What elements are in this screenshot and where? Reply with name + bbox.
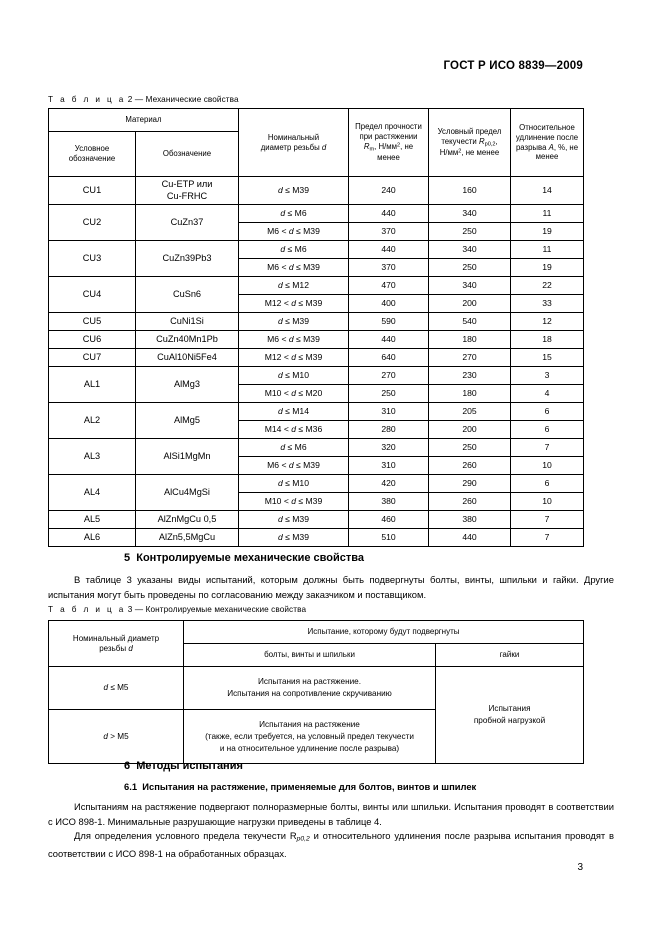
paragraph-6-1-second [48,829,614,862]
table2-cell-designation: AlZn5,5MgCu [136,529,239,547]
table2-cell-diameter: d ≤ M12 [239,277,349,295]
heading-section-6-1-number: 6.1 [124,781,138,792]
table2-cell-code: CU4 [49,277,136,313]
table2-cell-yield-strength: 205 [429,403,511,421]
table2-cell-yield-strength: 340 [429,205,511,223]
table2-cell-diameter: d ≤ M39 [239,313,349,331]
table2-cell-diameter: d ≤ M39 [239,177,349,205]
table2-cell-tensile-strength: 250 [349,385,429,403]
table2-header-nominal-diameter-l2: диаметр резьбы d [260,142,327,152]
table2-cell-diameter: d ≤ M6 [239,205,349,223]
table2-cell-elongation: 6 [511,475,584,493]
table2-caption-word: Т а б л и ц а [48,95,126,104]
table2-cell-designation: CuZn39Pb3 [136,241,239,277]
table2-cell-elongation: 12 [511,313,584,331]
table2-header-designation: Обозначение [136,132,239,177]
table2-cell-code: AL1 [49,367,136,403]
table2-header-elongation: Относительное удлинение после разрыва A, %, не менее [511,109,584,177]
table2-cell-code: CU6 [49,331,136,349]
table2-cell-code: CU3 [49,241,136,277]
table2-row [49,367,584,385]
table2-cell-elongation: 11 [511,241,584,259]
table2-cell-designation: Cu-ETP или Cu-FRHC [136,177,239,205]
table2-cell-elongation: 19 [511,259,584,277]
table3-cell-diameter-1: d ≤ M5 [49,667,184,710]
table2-cell-yield-strength: 340 [429,241,511,259]
table2-cell-diameter: d ≤ M10 [239,367,349,385]
table2-cell-elongation: 7 [511,439,584,457]
table2-cell-tensile-strength: 370 [349,223,429,241]
table2-cell-tensile-strength: 270 [349,367,429,385]
heading-section-6-number: 6 [124,760,131,772]
table2-cell-tensile-strength: 590 [349,313,429,331]
table2-cell-elongation: 6 [511,403,584,421]
table2-cell-diameter: M6 < d ≤ M39 [239,259,349,277]
table2-row [49,403,584,421]
table2-cell-designation: AlSi1MgMn [136,439,239,475]
table2-cell-code: AL2 [49,403,136,439]
heading-section-6-1 [124,781,476,792]
table2-row [49,177,584,205]
table2-cell-diameter: M6 < d ≤ M39 [239,223,349,241]
table2-cell-tensile-strength: 320 [349,439,429,457]
table3-caption-title: — Контролируемые механические свойства [134,605,307,614]
paragraph-6-1-first: Испытаниям на растяжение подвергают полноразмерные болты, винты или шпильки. Испытания проводят в соответствии с ИСО 898-1. Минимальные разрушающие нагрузки приведены в таблице 4. [48,801,614,827]
table2-cell-elongation: 14 [511,177,584,205]
table2-cell-diameter: d ≤ M6 [239,439,349,457]
table2-cell-tensile-strength: 400 [349,295,429,313]
table2-cell-tensile-strength: 470 [349,277,429,295]
table2-cell-diameter: M12 < d ≤ M39 [239,349,349,367]
page-number: 3 [577,862,583,873]
paragraph-6-1-second-after: и относительного удлинения после разрыва испытания проводят в соответствии с ИСО 898-1 на обработанных образцах. [48,830,614,860]
heading-section-5 [124,552,364,564]
heading-section-5-number: 5 [124,552,131,564]
table2-cell-designation: CuNi1Si [136,313,239,331]
table3-header-bolts: болты, винты и шпильки [184,644,436,667]
table2-cell-yield-strength: 440 [429,529,511,547]
table2-row [49,475,584,493]
heading-section-6-1-title: Испытания на растяжение, применяемые для болтов, винтов и шпилек [142,781,477,792]
table3-header-row-1 [49,621,584,644]
table2-mechanical-properties [48,108,584,547]
paragraph-6-1-second-before: Для определения условного предела текучести R [74,830,297,841]
table3-cell-bolts-2: Испытания на растяжение (также, если требуется, на условный предел текучести и на относительное удлинение после разрыва) [184,709,436,764]
table2-cell-diameter: M10 < d ≤ M20 [239,385,349,403]
table2-cell-yield-strength: 230 [429,367,511,385]
table2-cell-diameter: M14 < d ≤ M36 [239,421,349,439]
table2-cell-elongation: 22 [511,277,584,295]
paragraph-6-1-second-subscript: p0,2 [296,835,310,843]
table2-cell-yield-strength: 250 [429,223,511,241]
table2-cell-code: CU2 [49,205,136,241]
table2-cell-yield-strength: 250 [429,259,511,277]
table2-cell-tensile-strength: 440 [349,331,429,349]
table2-row [49,349,584,367]
table2-caption-number: 2 [127,95,133,104]
table2-cell-designation: CuZn40Mn1Pb [136,331,239,349]
table2-cell-tensile-strength: 310 [349,457,429,475]
table3-cell-diameter-2: d > M5 [49,709,184,764]
table2-cell-elongation: 6 [511,421,584,439]
table2-row [49,205,584,223]
table2-cell-yield-strength: 200 [429,295,511,313]
table2-cell-elongation: 11 [511,205,584,223]
table2-cell-diameter: d ≤ M14 [239,403,349,421]
table2-cell-tensile-strength: 460 [349,511,429,529]
table2-cell-yield-strength: 200 [429,421,511,439]
heading-section-6 [124,760,243,772]
table2-header-nominal-diameter-l1: Номинальный [267,132,320,142]
table2-cell-tensile-strength: 370 [349,259,429,277]
table2-row [49,313,584,331]
heading-section-6-title: Методы испытания [136,760,243,772]
table2-cell-yield-strength: 340 [429,277,511,295]
table2-cell-designation: AlMg5 [136,403,239,439]
table2-cell-yield-strength: 180 [429,385,511,403]
heading-section-5-title: Контролируемые механические свойства [136,552,364,564]
table2-cell-elongation: 10 [511,493,584,511]
table2-cell-tensile-strength: 510 [349,529,429,547]
table3-cell-bolts-1: Испытания на растяжение. Испытания на сопротивление скручиванию [184,667,436,710]
table2-caption-title: — Механические свойства [134,95,239,104]
table3-caption-word: Т а б л и ц а [48,605,126,614]
table2-cell-tensile-strength: 310 [349,403,429,421]
table2-cell-tensile-strength: 440 [349,241,429,259]
table2-cell-yield-strength: 380 [429,511,511,529]
table2-cell-designation: CuAl10Ni5Fe4 [136,349,239,367]
table2-cell-diameter: d ≤ M39 [239,529,349,547]
table2-cell-yield-strength: 180 [429,331,511,349]
table2-cell-diameter: d ≤ M6 [239,241,349,259]
table2-cell-code: CU7 [49,349,136,367]
table2-cell-yield-strength: 270 [429,349,511,367]
table3-caption-number: 3 [127,605,133,614]
table2-cell-yield-strength: 250 [429,439,511,457]
paragraph-section-5: В таблице 3 указаны виды испытаний, которым должны быть подвергнуты болты, винты, шпильки и гайки. Другие испытания могут быть проведены по согласованию между заказчиком и поставщиком. [48,574,614,600]
table3-header-test-group: Испытание, которому будут подвергнуты [184,621,584,644]
table2-row [49,331,584,349]
table2-header-nominal-diameter [239,109,349,177]
table2-caption [48,95,239,104]
table2-row [49,277,584,295]
table2-header-material: Материал [49,109,239,132]
table2-cell-yield-strength: 260 [429,457,511,475]
running-head-standard-number: ГОСТ Р ИСО 8839—2009 [443,60,583,72]
table3-row-d-le-m5 [49,667,584,710]
table2-cell-diameter: M6 < d ≤ M39 [239,331,349,349]
table2-row [49,529,584,547]
table2-cell-code: CU1 [49,177,136,205]
table2-cell-elongation: 33 [511,295,584,313]
table2-cell-elongation: 7 [511,529,584,547]
table2-row [49,439,584,457]
table2-cell-designation: AlMg3 [136,367,239,403]
table2-cell-code: AL5 [49,511,136,529]
table2-cell-code: AL4 [49,475,136,511]
table2-cell-elongation: 15 [511,349,584,367]
table2-cell-code: CU5 [49,313,136,331]
table2-cell-tensile-strength: 280 [349,421,429,439]
table2-cell-elongation: 10 [511,457,584,475]
table2-cell-diameter: M12 < d ≤ M39 [239,295,349,313]
table2-cell-tensile-strength: 640 [349,349,429,367]
table2-cell-yield-strength: 160 [429,177,511,205]
table3-header-nominal-diameter: Номинальный диаметр резьбы d [49,621,184,667]
table2-cell-code: AL3 [49,439,136,475]
table2-cell-designation: CuSn6 [136,277,239,313]
table2-cell-elongation: 7 [511,511,584,529]
table2-row [49,511,584,529]
table2-cell-tensile-strength: 380 [349,493,429,511]
table2-row [49,241,584,259]
table2-cell-tensile-strength: 440 [349,205,429,223]
table2-cell-tensile-strength: 240 [349,177,429,205]
table2-cell-elongation: 19 [511,223,584,241]
table2-cell-designation: AlZnMgCu 0,5 [136,511,239,529]
table2-cell-designation: AlCu4MgSi [136,475,239,511]
table2-header-designation-code: Условное обозначение [49,132,136,177]
table2-cell-yield-strength: 290 [429,475,511,493]
table2-header-row-1 [49,109,584,132]
table2-cell-diameter: M10 < d ≤ M39 [239,493,349,511]
table3-cell-nuts: Испытания пробной нагрузкой [436,667,584,764]
table3-controlled-properties [48,620,584,764]
table2-cell-diameter: d ≤ M39 [239,511,349,529]
table2-header-tensile-strength: Предел прочности при растяжении $R_m$, $Н/мм^2$, не менее [349,109,429,177]
table2-cell-code: AL6 [49,529,136,547]
table3-header-nuts: гайки [436,644,584,667]
table2-cell-yield-strength: 260 [429,493,511,511]
table2-cell-diameter: M6 < d ≤ M39 [239,457,349,475]
table2-cell-diameter: d ≤ M10 [239,475,349,493]
table2-cell-designation: CuZn37 [136,205,239,241]
table2-cell-elongation: 3 [511,367,584,385]
table2-cell-elongation: 18 [511,331,584,349]
table2-header-yield-strength: Условный предел текучести $R_{p0,2}$, $Н/мм^2$, не менее [429,109,511,177]
table2-cell-tensile-strength: 420 [349,475,429,493]
table2-cell-elongation: 4 [511,385,584,403]
table3-caption [48,605,306,614]
table2-cell-yield-strength: 540 [429,313,511,331]
